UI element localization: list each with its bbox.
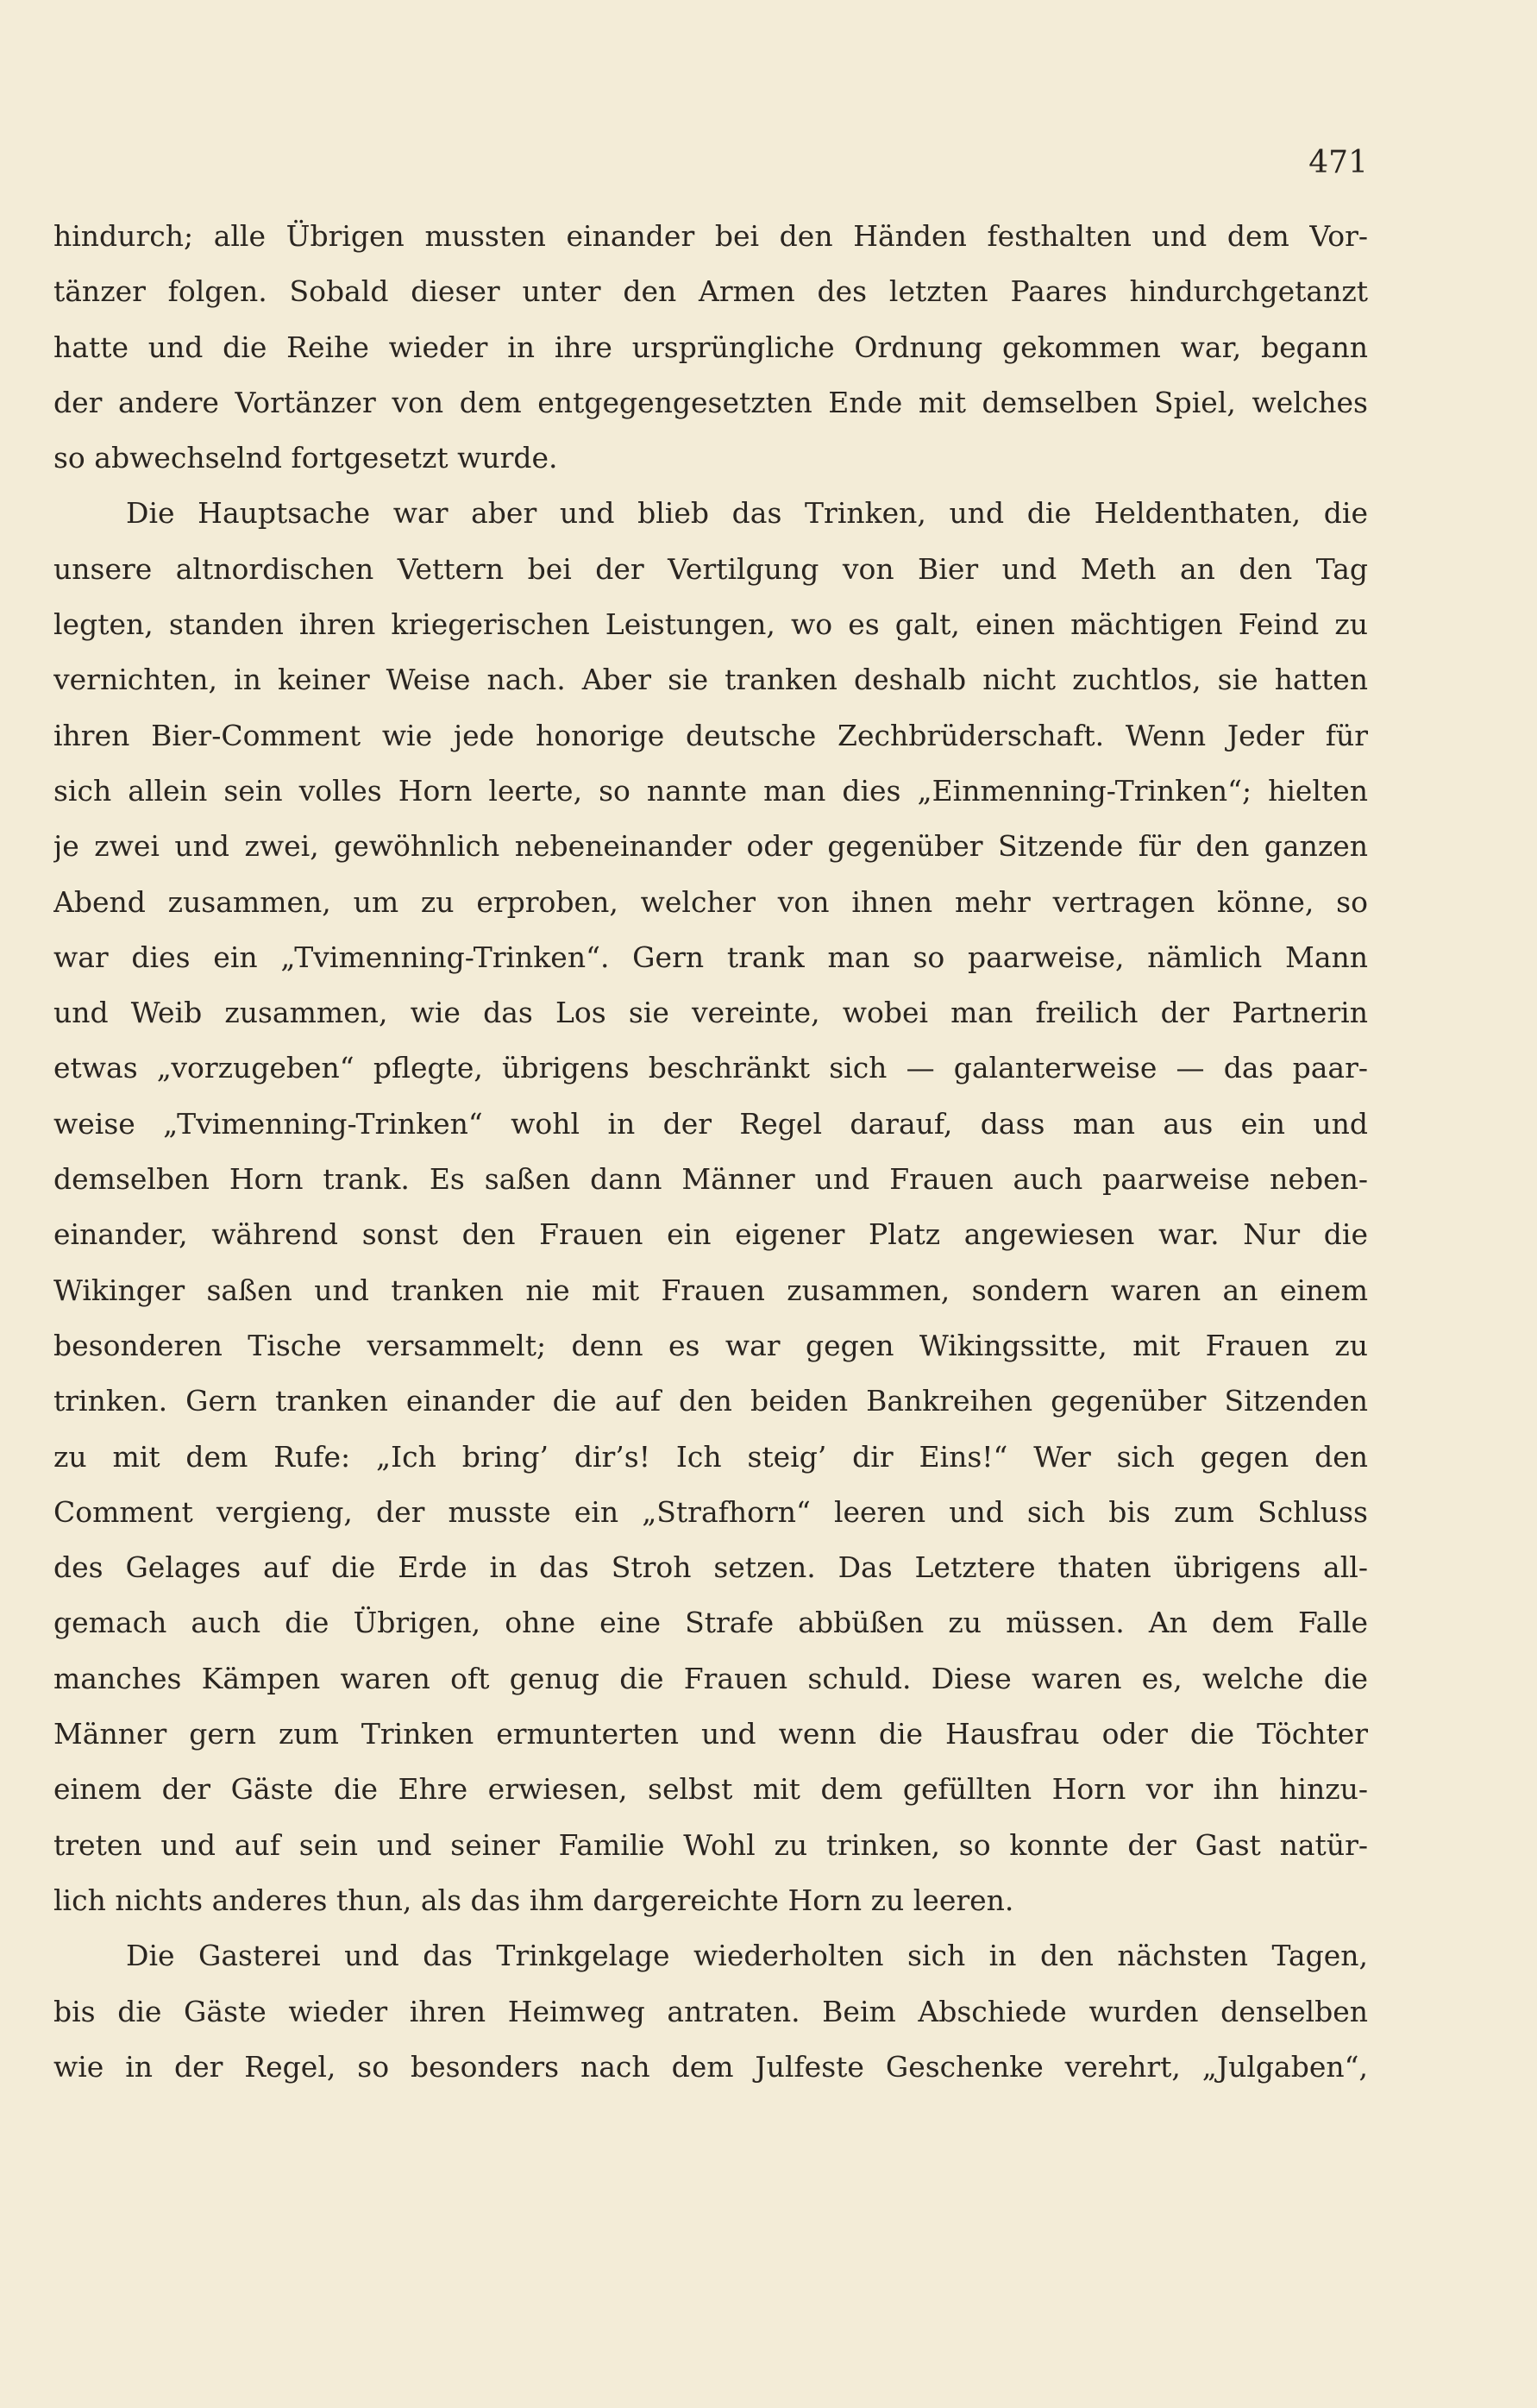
text-line: der andere Vortänzer von dem entgegengesetzten Ende mit demselben Spiel, welches [53,385,1368,419]
text-line: des Gelages auf die Erde in das Stroh setzen. Das Letztere thaten übrigens all- [53,1550,1368,1585]
text-line: war dies ein „Tvimenning-Trinken“. Gern trank man so paarweise, nämlich Mann [53,940,1368,974]
text-line: besonderen Tische versammelt; denn es war gegen Wikingssitte, mit Frauen zu [53,1328,1368,1362]
text-line: demselben Horn trank. Es saßen dann Männer und Frauen auch paarweise neben- [53,1162,1368,1197]
text-line: unsere altnordischen Vettern bei der Vertilgung von Bier und Meth an den Tag [53,551,1368,586]
text-line: trinken. Gern tranken einander die auf den beiden Bankreihen gegenüber Sitzenden [53,1384,1368,1418]
text-line: Abend zusammen, um zu erproben, welcher von ihnen mehr vertragen könne, so [53,884,1368,919]
text-line: Comment vergieng, der musste ein „Strafhorn“ leeren und sich bis zum Schluss [53,1494,1368,1529]
text-line: einem der Gäste die Ehre erwiesen, selbst mit dem gefüllten Horn vor ihn hinzu- [53,1772,1368,1807]
text-line: Die Gasterei und das Trinkgelage wiederholten sich in den nächsten Tagen, [126,1939,1368,1973]
text-line: je zwei und zwei, gewöhnlich nebeneinander oder gegenüber Sitzende für den ganzen [53,829,1368,864]
text-line: tänzer folgen. Sobald dieser unter den Armen des letzten Paares hindurchgetanzt [53,274,1368,309]
text-line: hindurch; alle Übrigen mussten einander bei den Händen festhalten und dem Vor- [53,219,1368,253]
body-text [53,209,1368,2095]
text-line: und Weib zusammen, wie das Los sie vereinte, wobei man freilich der Partnerin [53,996,1368,1030]
text-line: einander, während sonst den Frauen ein eigener Platz angewiesen war. Nur die [53,1217,1368,1252]
text-line: bis die Gäste wieder ihren Heimweg antraten. Beim Abschiede wurden denselben [53,1994,1368,2028]
text-line: treten und auf sein und seiner Familie Wohl zu trinken, so konnte der Gast natür- [53,1827,1368,1862]
page-number: 471 [1308,145,1368,180]
text-line: legten, standen ihren kriegerischen Leistungen, wo es galt, einen mächtigen Feind zu [53,607,1368,642]
text-line: Männer gern zum Trinken ermunterten und wenn die Hausfrau oder die Töchter [53,1717,1368,1751]
text-line: weise „Tvimenning-Trinken“ wohl in der Regel darauf, dass man aus ein und [53,1106,1368,1141]
text-line: ihren Bier-Comment wie jede honorige deutsche Zechbrüderschaft. Wenn Jeder für [53,718,1368,752]
text-line: hatte und die Reihe wieder in ihre ursprüngliche Ordnung gekommen war, begann [53,330,1368,364]
text-line: etwas „vorzugeben“ pflegte, übrigens beschränkt sich — galanterweise — das paar- [53,1051,1368,1085]
text-line: gemach auch die Übrigen, ohne eine Strafe abbüßen zu müssen. An dem Falle [53,1606,1368,1640]
text-line: Wikinger saßen und tranken nie mit Frauen zusammen, sondern waren an einem [53,1273,1368,1307]
text-line: sich allein sein volles Horn leerte, so nannte man dies „Einmenning-Trinken“; hielten [53,773,1368,808]
text-line: so abwechselnd fortgesetzt wurde. [53,441,558,475]
text-line: manches Kämpen waren oft genug die Frauen schuld. Diese waren es, welche die [53,1661,1368,1695]
text-line: vernichten, in keiner Weise nach. Aber sie tranken deshalb nicht zuchtlos, sie hatten [53,663,1368,697]
text-line: wie in der Regel, so besonders nach dem Julfeste Geschenke verehrt, „Julgaben“, [53,2049,1368,2084]
text-line: Die Hauptsache war aber und blieb das Trinken, und die Heldenthaten, die [126,496,1368,531]
text-line: lich nichts anderes thun, als das ihm dargereichte Horn zu leeren. [53,1883,1014,1917]
text-line: zu mit dem Rufe: „Ich bring’ dir’s! Ich steig’ dir Eins!“ Wer sich gegen den [53,1439,1368,1474]
